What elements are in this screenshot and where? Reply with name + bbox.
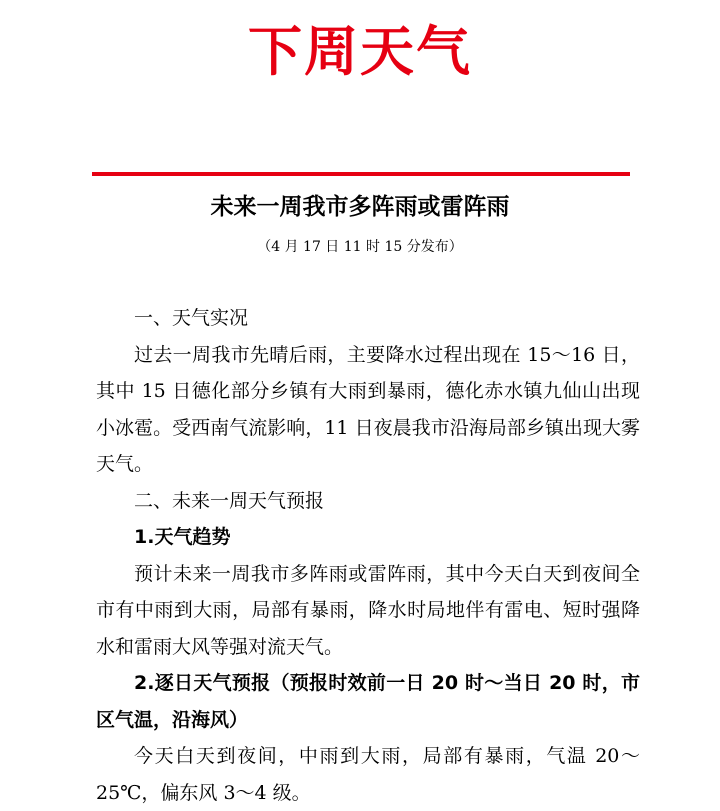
bulletin-body xyxy=(96,300,640,811)
subheading-trend: 1.天气趋势 xyxy=(134,526,231,548)
section-heading-forecast: 二、未来一周天气预报 xyxy=(134,489,325,512)
section-heading-observed: 一、天气实况 xyxy=(134,307,249,329)
issue-time: （4 月 17 日 11 时 15 分发布） xyxy=(257,239,463,255)
subheading-daily: 2.逐日天气预报（预报时效前一日 20 时～当日 20 时，市区气温，沿海风） xyxy=(96,672,640,731)
paragraph-trend: 预计未来一周我市多阵雨或雷阵雨，其中今天白天到夜间全市有中雨到大雨，局部有暴雨，降水时局地伴有雷电、短时强降水和雷雨大风等强对流天气。 xyxy=(96,562,640,658)
paragraph-daily: 今天白天到夜间，中雨到大雨，局部有暴雨，气温 20～25℃，偏东风 3～4 级。 xyxy=(96,745,640,804)
paragraph-observed: 过去一周我市先晴后雨，主要降水过程出现在 15～16 日，其中 15 日德化部分乡镇有大雨到暴雨，德化赤水镇九仙山出现小冰雹。受西南气流影响，11 日夜晨我市沿海局部乡镇出现大雾天气。 xyxy=(96,343,640,475)
bulletin-title: 未来一周我市多阵雨或雷阵雨 xyxy=(210,194,510,220)
masthead-title: 下周天气 xyxy=(248,20,472,83)
red-divider xyxy=(92,172,630,176)
